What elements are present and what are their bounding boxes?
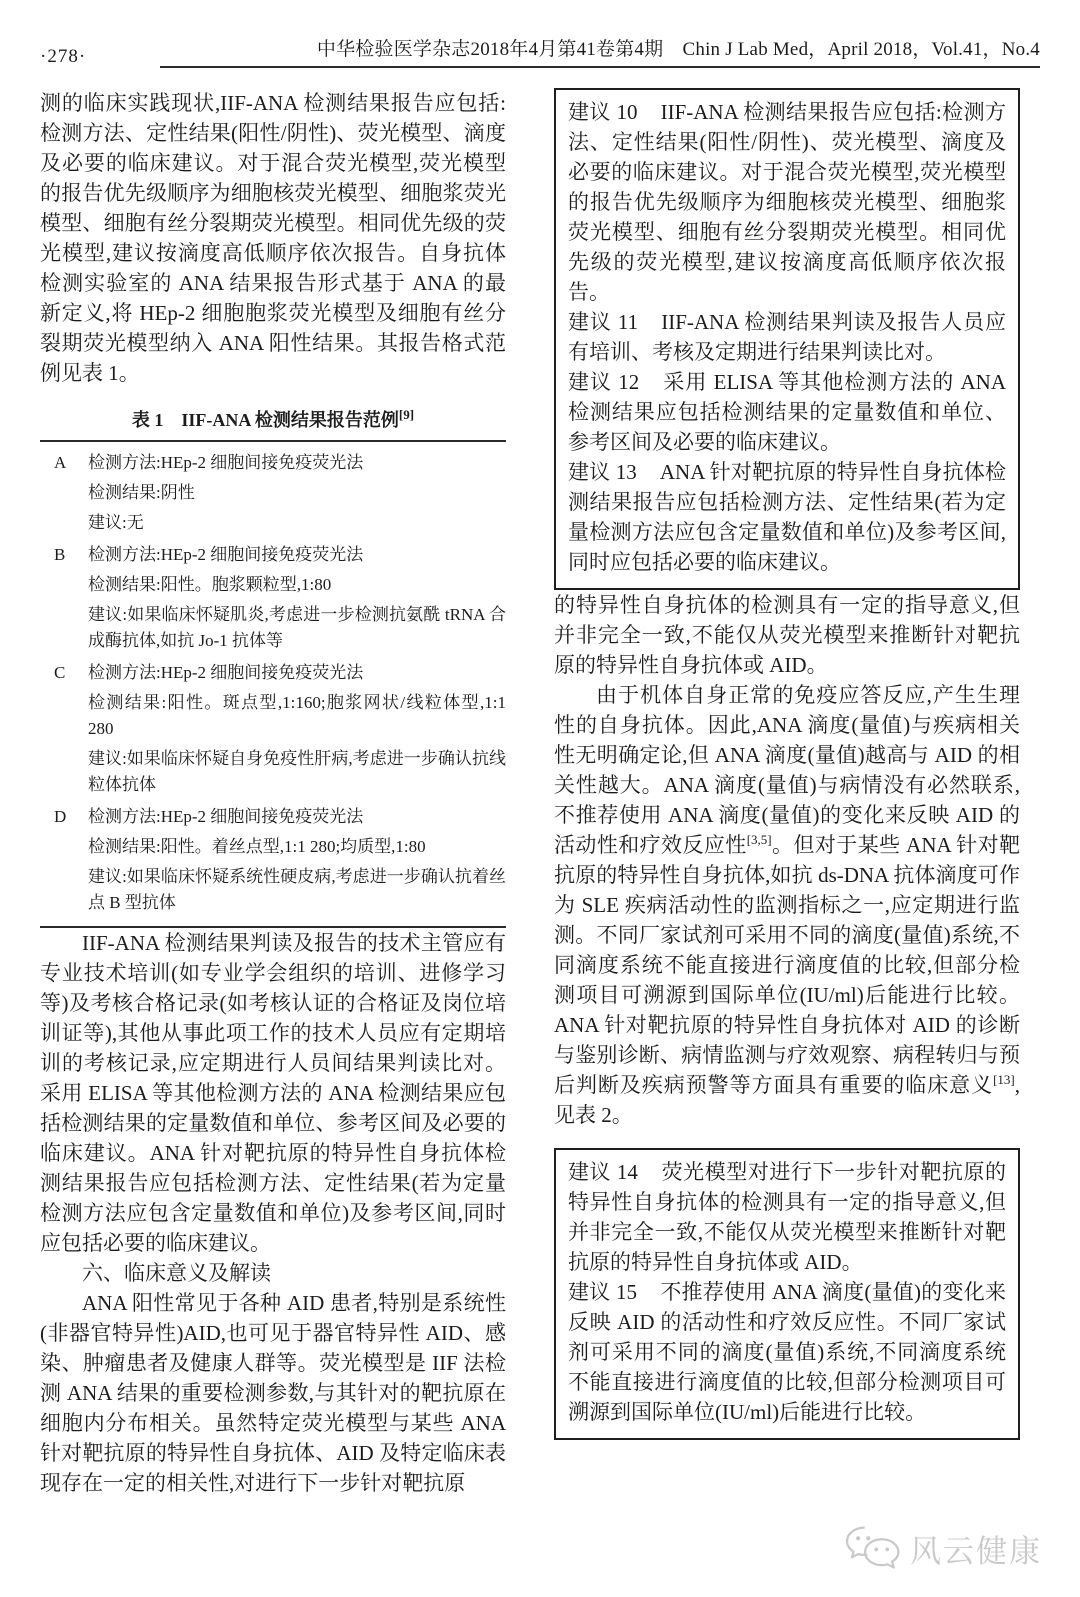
table-cell-line: 检测方法:HEp-2 细胞间接免疫荧光法	[88, 545, 364, 564]
citation-13: [13]	[993, 1072, 1015, 1087]
recommendation-text: IIF-ANA 检测结果报告应包括:检测方法、定性结果(阳性/阴性)、荧光模型、滴度及必要的临床建议。对于混合荧光模型,荧光模型的报告优先级顺序为细胞核荧光模型、细胞浆荧光模型、细胞有丝分裂期荧光模型。相同优先级的荧光模型,建议按滴度高低顺序依次报告。	[568, 100, 1006, 304]
table-row	[40, 660, 506, 798]
table-row	[40, 450, 506, 536]
section-heading: 六、临床意义及解读	[82, 1261, 271, 1285]
recommendation-label: 建议 15	[568, 1280, 637, 1304]
table-cell-line: 检测方法:HEp-2 细胞间接免疫荧光法	[88, 663, 364, 682]
recommendation-label: 建议 14	[568, 1160, 638, 1184]
table-row-label: B	[54, 545, 66, 564]
paragraph: IIF-ANA 检测结果判读及报告的技术主管应有专业技术培训(如专业学会组织的培训、进修学习等)及考核合格记录(如考核认证的合格证及岗位培训证等),其他从事此项工作的技术人员应有定期培训的考核记录,应定期进行人员间结果判读比对。采用 ELISA 等其他检测方法的 ANA 检测结果应包括检测结果的定量数值和单位、参考区间及必要的临床建议。ANA 针对靶抗原的特异性自身抗体检测结果报告应包括检测方法、定性结果(若为定量检测方法应包含定量数值和单位)及参考区间,同时应包括必要的临床建议。	[40, 931, 506, 1255]
table-cell-line: 检测结果:阴性	[88, 483, 195, 502]
table-cell-line: 检测方法:HEp-2 细胞间接免疫荧光法	[88, 807, 364, 826]
table-cell-line: 建议:如果临床怀疑系统性硬皮病,考虑进一步确认抗着丝点 B 型抗体	[88, 867, 506, 912]
table-cell-line: 建议:如果临床怀疑肌炎,考虑进一步检测抗氨酰 tRNA 合成酶抗体,如抗 Jo-1 抗体等	[88, 605, 506, 650]
citation-3-5: [3,5]	[746, 832, 772, 847]
table-row	[40, 804, 506, 916]
watermark-label: 风云健康	[910, 1533, 1042, 1569]
paragraph	[554, 680, 1020, 1130]
left-column	[40, 88, 506, 1498]
table-row-content	[88, 804, 506, 916]
table-caption-text: 表 1 IIF-ANA 检测结果报告范例	[131, 410, 399, 430]
table-cell-line: 检测结果:阳性。着丝点型,1:1 280;均质型,1:80	[88, 837, 426, 856]
table-cell-line: 检测结果:阳性。斑点型,1:160;胞浆网状/线粒体型,1:1 280	[88, 693, 506, 738]
table-row	[40, 542, 506, 654]
journal-title: 中华检验医学杂志2018年4月第41卷第4期 Chin J Lab Med，April 2018，Vol.41，No.4	[160, 34, 1040, 68]
paragraph-text: ,见表 2。	[554, 1073, 1020, 1127]
paragraph: 的特异性自身抗体的检测具有一定的指导意义,但并非完全一致,不能仅从荧光模型来推断针对靶抗原的特异性自身抗体或 AID。	[554, 593, 1020, 677]
table-row-label: D	[54, 807, 67, 826]
paragraph-text: 。但对于某些 ANA 针对靶抗原的特异性自身抗体,如抗 ds-DNA 抗体滴度可作为 SLE 疾病活动性的监测指标之一,应定期进行监测。不同厂家试剂可采用不同的滴度(量值)系统,不同滴度系统不能直接进行滴度值的比较,但部分检测项目可溯源到国际单位(IU/ml)后能进行比较。ANA 针对靶抗原的特异性自身抗体对 AID 的诊断与鉴别诊断、病情监测与疗效观察、病程转归与预后判断及疾病预警等方面具有重要的临床意义	[554, 833, 1021, 1097]
recommendation-text: ANA 针对靶抗原的特异性自身抗体检测结果报告应包括检测方法、定性结果(若为定量检测方法应包含定量数值和单位)及参考区间,同时应包括必要的临床建议。	[568, 460, 1006, 574]
recommendation-text: IIF-ANA 检测结果判读及报告人员应有培训、考核及定期进行结果判读比对。	[568, 310, 1006, 364]
recommendation-label: 建议 10	[568, 100, 638, 124]
recommendation-item	[568, 367, 1006, 457]
table-row-label: A	[54, 453, 67, 472]
table-row-label: C	[54, 663, 66, 682]
table-cell-line: 检测方法:HEp-2 细胞间接免疫荧光法	[88, 453, 364, 472]
recommendation-item	[568, 1157, 1006, 1277]
paragraph: ANA 阳性常见于各种 AID 患者,特别是系统性(非器官特异性)AID,也可见于器官特异性 AID、感染、肿瘤患者及健康人群等。荧光模型是 IIF 法检测 ANA 结果的重要检测参数,与其针对的靶抗原在细胞内分布相关。虽然特定荧光模型与某些 ANA 针对靶抗原的特异性自身抗体、AID 及特定临床表现存在一定的相关性,对进行下一步针对靶抗原	[40, 1291, 506, 1495]
table-cell-line: 检测结果:阳性。胞浆颗粒型,1:80	[88, 575, 332, 594]
table-body	[40, 440, 506, 928]
two-column-layout	[40, 88, 1040, 1498]
page-number: ·278·	[40, 46, 87, 67]
table-1	[40, 406, 506, 928]
recommendation-label: 建议 13	[568, 460, 637, 484]
table-row-content	[88, 450, 506, 536]
page-header	[40, 34, 1040, 68]
table-caption	[40, 406, 506, 432]
recommendation-text: 采用 ELISA 等其他检测方法的 ANA 检测结果应包括检测结果的定量数值和单位、参考区间及必要的临床建议。	[568, 370, 1006, 454]
wechat-icon	[842, 1523, 902, 1573]
table-row-content	[88, 660, 506, 798]
recommendation-box-bottom	[554, 1148, 1020, 1440]
citation-9: [9]	[398, 407, 415, 422]
recommendation-item	[568, 457, 1006, 577]
table-cell-line: 建议:无	[88, 513, 144, 532]
recommendation-item	[568, 307, 1006, 367]
table-row-content	[88, 542, 506, 654]
paragraph-text: 由于机体自身正常的免疫应答反应,产生生理性的自身抗体。因此,ANA 滴度(量值)与疾病相关性无明确定论,但 ANA 滴度(量值)越高与 AID 的相关性越大。ANA 滴度(量值)与病情没有必然联系,不推荐使用 ANA 滴度(量值)的变化来反映 AID 的活动性和疗效反应性	[554, 683, 1020, 857]
watermark	[842, 1523, 1042, 1573]
table-cell-line: 建议:如果临床怀疑自身免疫性肝病,考虑进一步确认抗线粒体抗体	[88, 749, 506, 794]
paragraph: 测的临床实践现状,IIF-ANA 检测结果报告应包括:检测方法、定性结果(阳性/阴性)、荧光模型、滴度及必要的临床建议。对于混合荧光模型,荧光模型的报告优先级顺序为细胞核荧光模型、细胞浆荧光模型、细胞有丝分裂期荧光模型。相同优先级的荧光模型,建议按滴度高低顺序依次报告。自身抗体检测实验室的 ANA 结果报告形式基于 ANA 的最新定义,将 HEp-2 细胞胞浆荧光模型及细胞有丝分裂期荧光模型纳入 ANA 阳性结果。其报告格式范例见表 1。	[40, 91, 506, 385]
recommendation-box-top	[554, 88, 1020, 590]
recommendation-text: 不推荐使用 ANA 滴度(量值)的变化来反映 AID 的活动性和疗效反应性。不同厂家试剂可采用不同的滴度(量值)系统,不同滴度系统不能直接进行滴度值的比较,但部分检测项目可溯源到国际单位(IU/ml)后能进行比较。	[568, 1280, 1007, 1424]
recommendation-label: 建议 12	[568, 370, 640, 394]
recommendation-item	[568, 1277, 1006, 1427]
recommendation-text: 荧光模型对进行下一步针对靶抗原的特异性自身抗体的检测具有一定的指导意义,但并非完全一致,不能仅从荧光模型来推断针对靶抗原的特异性自身抗体或 AID。	[568, 1160, 1007, 1274]
right-column	[554, 88, 1020, 1498]
recommendation-item	[568, 97, 1006, 307]
recommendation-label: 建议 11	[568, 310, 639, 334]
